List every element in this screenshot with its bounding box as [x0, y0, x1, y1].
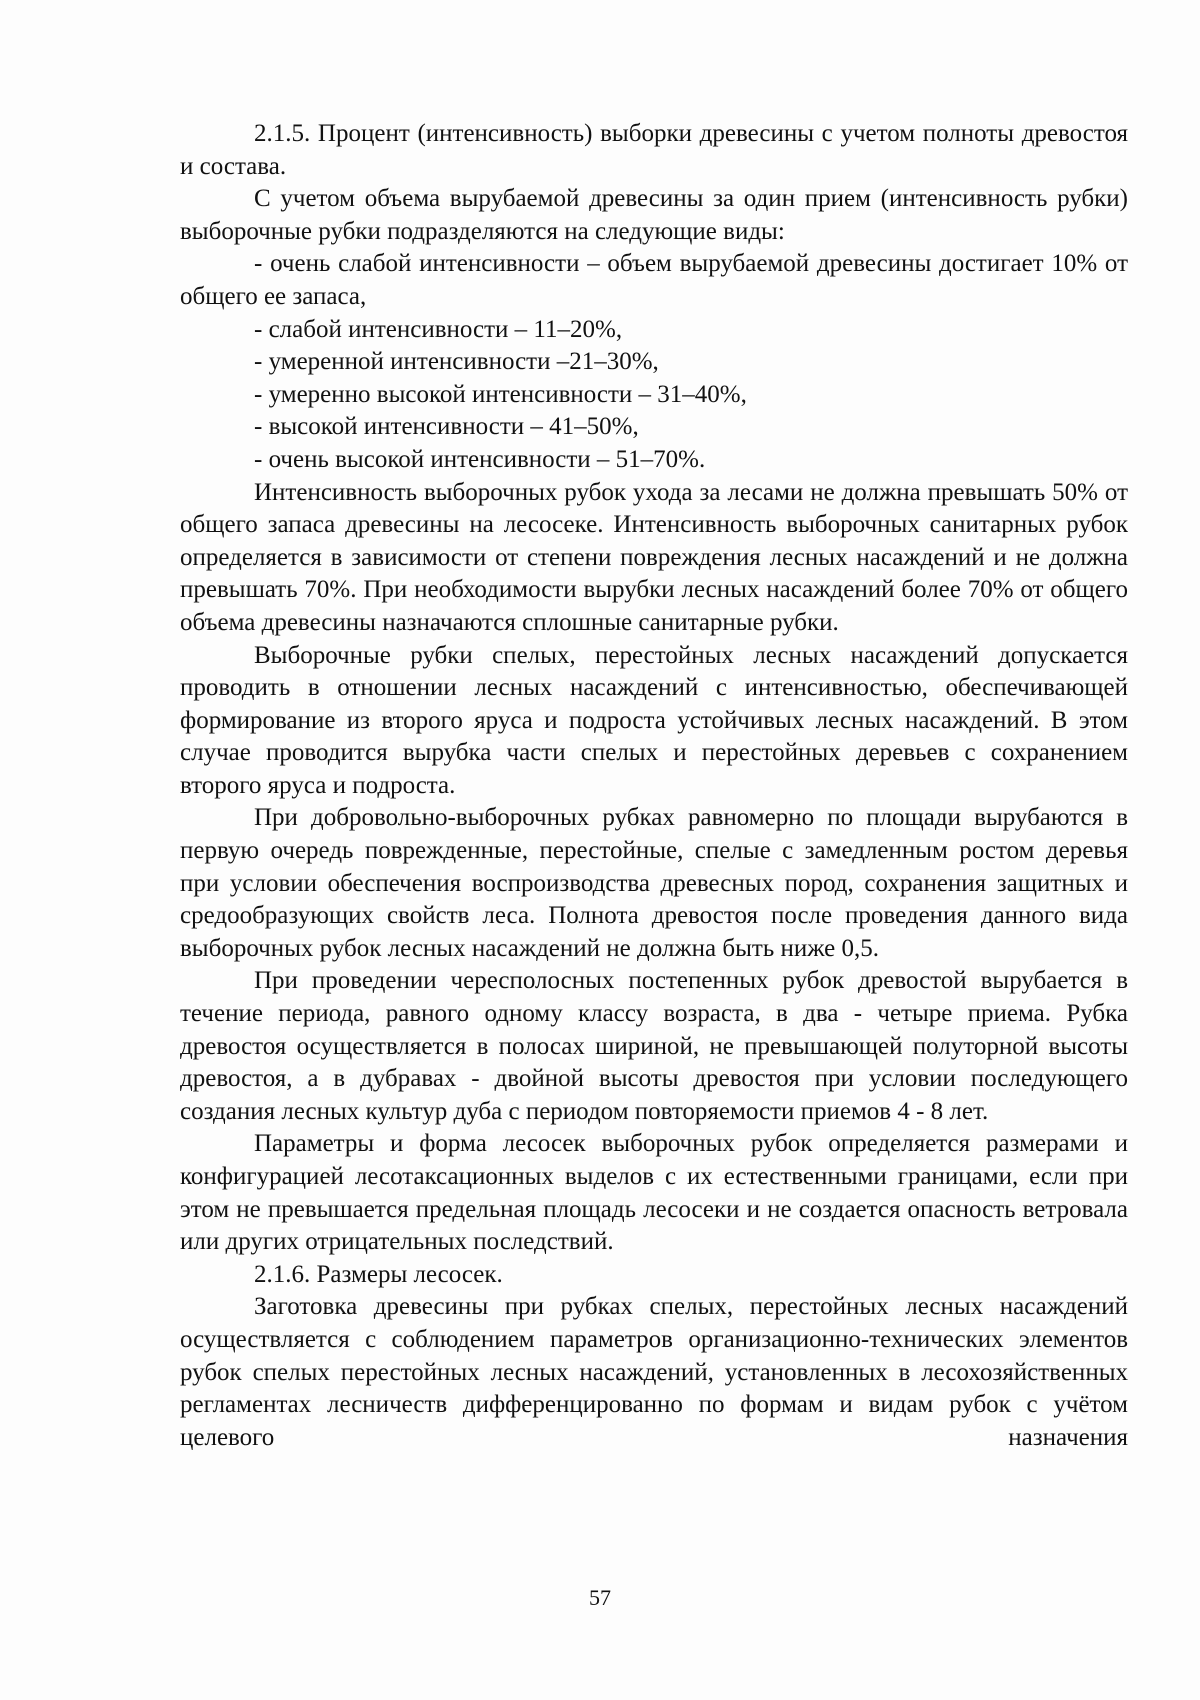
paragraph-care-felling-intensity: Интенсивность выборочных рубок ухода за лесами не должна превышать 50% от общего запаса древесины на лесосеке. Интенсивность выборочных санитарных рубок определяется в зависимости от степени повреждения лесных насаждений и не должна превышать 70%. При необходимости вырубки лесных насаждений более 70% от общего объема древесины назначаются сплошные санитарные рубки. [180, 478, 1128, 636]
section-heading-2-1-6: 2.1.6. Размеры лесосек. [254, 1260, 503, 1288]
document-body [180, 118, 1128, 1454]
list-item-weak: - слабой интенсивности – 11–20%, [254, 315, 623, 343]
list-item-moderate: - умеренной интенсивности –21–30%, [254, 348, 659, 376]
paragraph-intensity-intro: С учетом объема вырубаемой древесины за один прием (интенсивность рубки) выборочные рубки подразделяются на следующие виды: [180, 185, 1128, 245]
page-number: 57 [589, 1585, 611, 1610]
list-item-very-weak: - очень слабой интенсивности – объем вырубаемой древесины достигает 10% от общего ее запаса, [180, 250, 1128, 310]
list-item-high: - высокой интенсивности – 41–50%, [254, 413, 639, 441]
list-item-moderately-high: - умеренно высокой интенсивности – 31–40%, [254, 380, 747, 408]
paragraph-voluntary-selective: При добровольно-выборочных рубках равномерно по площади вырубаются в первую очередь поврежденные, перестойные, спелые с замедленным ростом деревья при условии обеспечения воспроизводства древесных пород, сохранения защитных и средообразующих свойств леса. Полнота древостоя после проведения данного вида выборочных рубок лесных насаждений не должна быть ниже 0,5. [180, 804, 1128, 962]
paragraph-timber-harvesting: Заготовка древесины при рубках спелых, перестойных лесных насаждений осуществляется с соблюдением параметров организационно-технических элементов рубок спелых перестойных лесных насаждений, установленных в лесохозяйственных регламентах лесничеств дифференцированно по формам и видам рубок с учётом целевого назначения [180, 1293, 1128, 1451]
paragraph-cutting-area-parameters: Параметры и форма лесосек выборочных рубок определяется размерами и конфигурацией лесотаксационных выделов с их естественными границами, если при этом не превышается предельная площадь лесосеки и не создается опасность ветровала или других отрицательных последствий. [180, 1130, 1128, 1256]
list-item-very-high: - очень высокой интенсивности – 51–70%. [254, 445, 706, 473]
paragraph-strip-felling: При проведении чересполосных постепенных рубок древостой вырубается в течение периода, равного одному классу возраста, в два - четыре приема. Рубка древостоя осуществляется в полосах шириной, не превышающей полуторной высоты древостоя, а в дубравах - двойной высоты древостоя при условии последующего создания лесных культур дуба с периодом повторяемости приемов 4 - 8 лет. [180, 967, 1128, 1125]
section-heading-2-1-5: 2.1.5. Процент (интенсивность) выборки древесины с учетом полноты древостоя и состава. [180, 120, 1128, 180]
paragraph-selective-felling-mature: Выборочные рубки спелых, перестойных лесных насаждений допускается проводить в отношении лесных насаждений с интенсивностью, обеспечивающей формирование из второго яруса и подроста устойчивых лесных насаждений. В этом случае проводится вырубка части спелых и перестойных деревьев с сохранением второго яруса и подроста. [180, 641, 1128, 799]
